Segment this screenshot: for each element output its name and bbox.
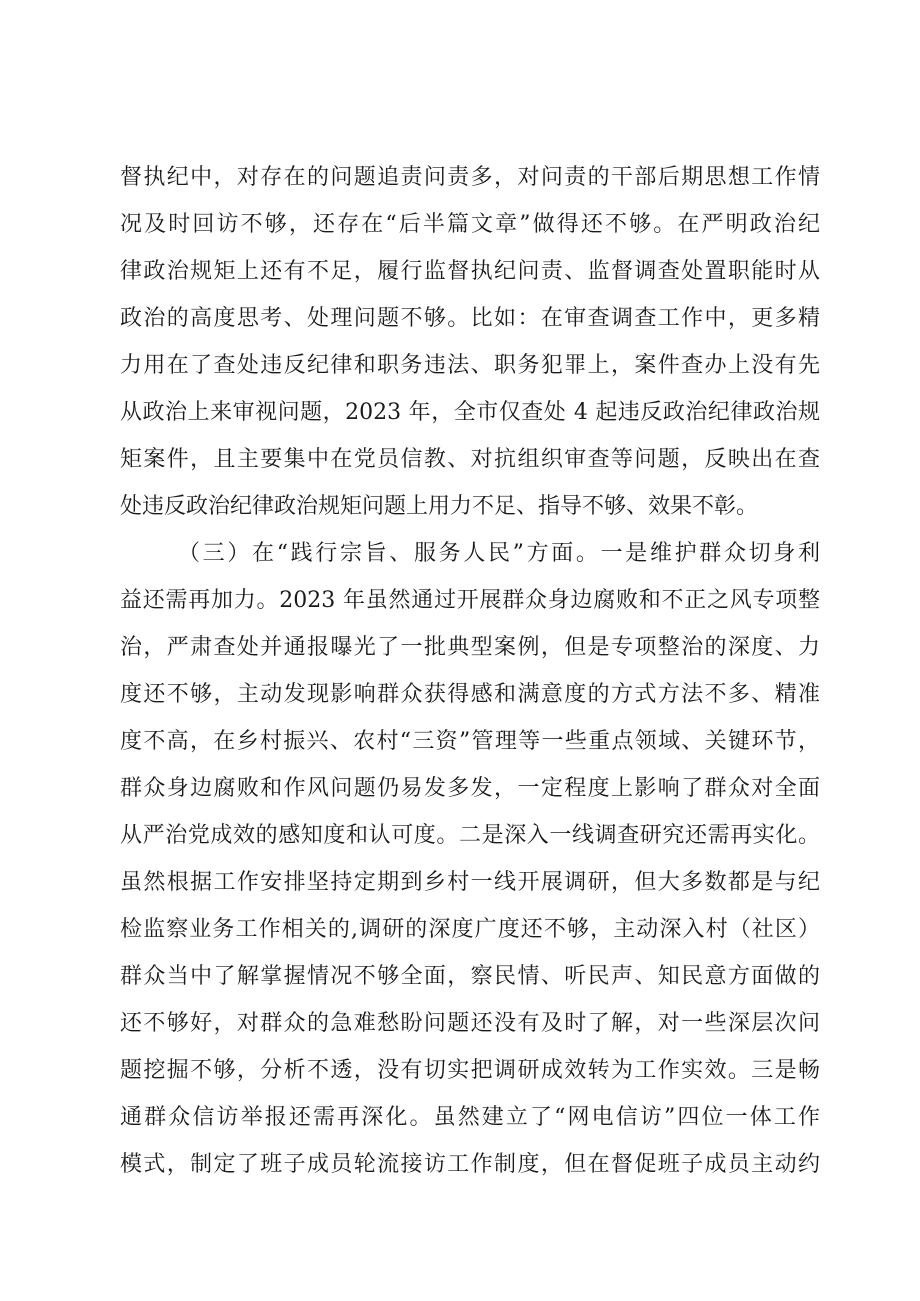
text-line-21: 通群众信访举报还需再深化。虽然建立了“网电信访”四位一体工作 <box>120 1105 820 1130</box>
text-line-20: 题挖掘不够，分析不透，没有切实把调研成效转为工作实效。三是畅 <box>120 1058 820 1083</box>
text-line-18: 群众当中了解掌握情况不够全面，察民情、听民声、知民意方面做的 <box>120 964 820 989</box>
text-line-3: 律政治规矩上还有不足，履行监督执纪问责、监督调查处置职能时从 <box>120 259 820 284</box>
text-line-11: 治，严肃查处并通报曝光了一批典型案例，但是专项整治的深度、力 <box>120 635 820 660</box>
text-line-7: 矩案件，且主要集中在党员信教、对抗组织审查等问题，反映出在查 <box>120 447 820 472</box>
text-line-8: 处违反政治纪律政治规矩问题上用力不足、指导不够、效果不彰。 <box>120 494 759 519</box>
text-line-16: 虽然根据工作安排坚持定期到乡村一线开展调研，但大多数都是与纪 <box>120 870 820 895</box>
text-line-13: 度不高，在乡村振兴、农村“三资”管理等一些重点领域、关键环节， <box>120 729 820 754</box>
section-heading-line: （三）在“践行宗旨、服务人民”方面。一是维护群众切身利 <box>178 541 820 566</box>
text-line-14: 群众身边腐败和作风问题仍易发多发，一定程度上影响了群众对全面 <box>120 776 820 801</box>
text-line-19: 还不够好，对群众的急难愁盼问题还没有及时了解，对一些深层次问 <box>120 1011 820 1036</box>
text-line-2: 况及时回访不够，还存在“后半篇文章”做得还不够。在严明政治纪 <box>120 212 820 237</box>
text-line-4: 政治的高度思考、处理问题不够。比如：在审查调查工作中，更多精 <box>120 306 820 331</box>
text-line-10: 益还需再加力。2023 年虽然通过开展群众身边腐败和不正之风专项整 <box>120 588 820 613</box>
text-line-12: 度还不够，主动发现影响群众获得感和满意度的方式方法不多、精准 <box>120 682 820 707</box>
text-line-17: 检监察业务工作相关的,调研的深度广度还不够，主动深入村（社区） <box>120 917 820 942</box>
text-line-6: 从政治上来审视问题，2023 年，全市仅查处 4 起违反政治纪律政治规 <box>120 400 820 425</box>
text-line-1: 督执纪中，对存在的问题追责问责多，对问责的干部后期思想工作情 <box>120 165 820 190</box>
text-line-5: 力用在了查处违反纪律和职务违法、职务犯罪上，案件查办上没有先 <box>120 353 820 378</box>
text-line-15: 从严治党成效的感知度和认可度。二是深入一线调查研究还需再实化。 <box>120 823 820 848</box>
text-line-22: 模式，制定了班子成员轮流接访工作制度，但在督促班子成员主动约 <box>120 1152 820 1177</box>
